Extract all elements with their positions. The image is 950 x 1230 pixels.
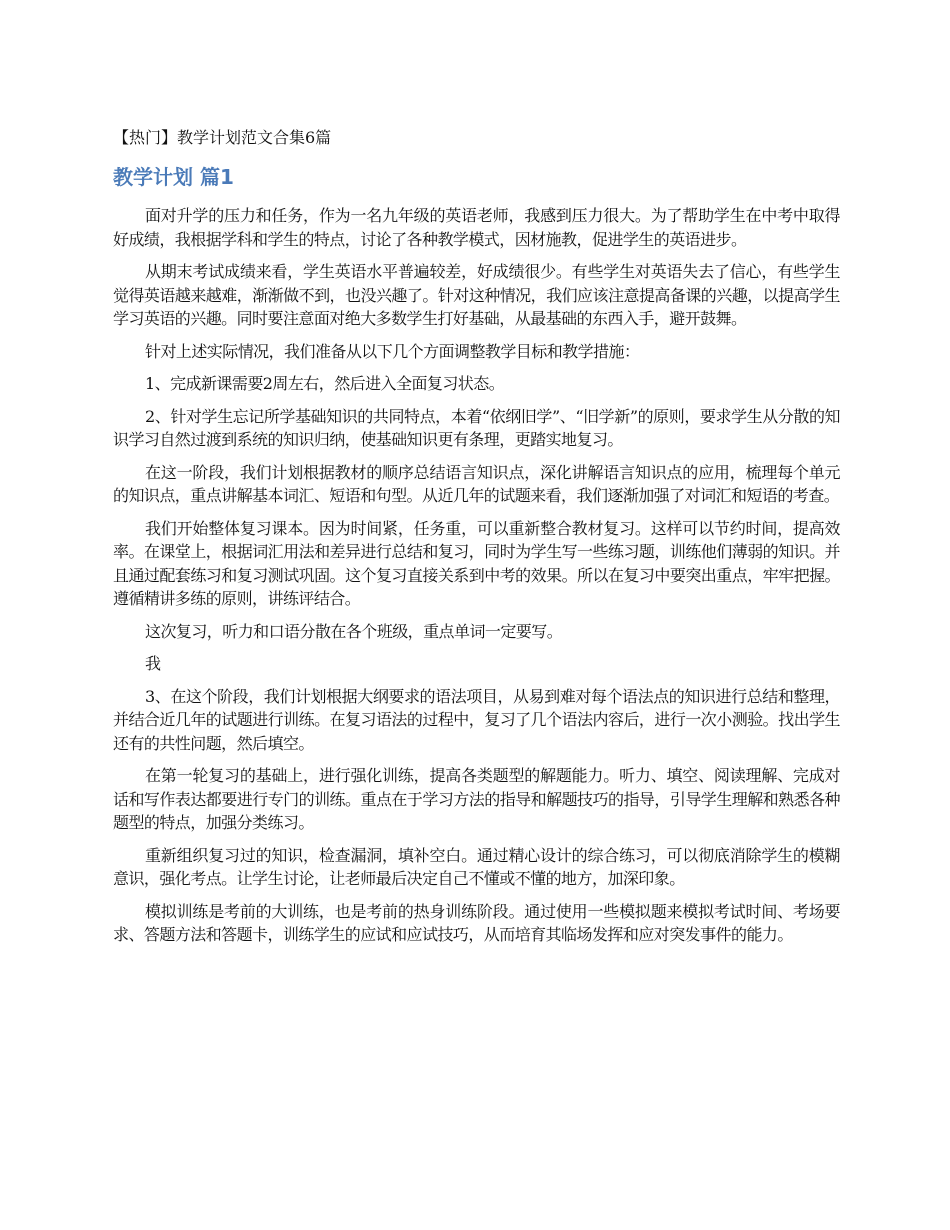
paragraph: 这次复习，听力和口语分散在各个班级，重点单词一定要写。	[145, 621, 563, 641]
paragraph: 从期末考试成绩来看，学生英语水平普遍较差，好成绩很少。有些学生对英语失去了信心，有些学生觉得英语越来越难，渐渐做不到，也没兴趣了。针对这种情况，我们应该注意提高备课的兴趣，以提高学生学习英语的兴趣。同时要注意面对绝大多数学生打好基础，从最基础的东西入手，避开鼓舞。	[113, 262, 840, 328]
paragraph: 面对升学的压力和任务，作为一名九年级的英语老师，我感到压力很大。为了帮助学生在中考中取得好成绩，我根据学科和学生的特点，讨论了各种教学模式，因材施教，促进学生的英语进步。	[113, 206, 840, 249]
section-heading: 教学计划 篇1	[113, 165, 234, 189]
paragraph: 重新组织复习过的知识，检查漏洞，填补空白。通过精心设计的综合练习，可以彻底消除学生的模糊意识，强化考点。让学生讨论，让老师最后决定自己不懂或不懂的地方，加深印象。	[113, 845, 840, 888]
paragraph: 2、针对学生忘记所学基础知识的共同特点，本着“依纲旧学”、“旧学新”的原则，要求学生从分散的知识学习自然过渡到系统的知识归纳，使基础知识更有条理，更踏实地复习。	[113, 406, 840, 449]
paragraph: 3、在这个阶段，我们计划根据大纲要求的语法项目，从易到难对每个语法点的知识进行总结和整理，并结合近几年的试题进行训练。在复习语法的过程中，复习了几个语法内容后，进行一次小测验。找出学生还有的共性问题，然后填空。	[113, 686, 840, 753]
paragraph: 我们开始整体复习课本。因为时间紧，任务重，可以重新整合教材复习。这样可以节约时间，提高效率。在课堂上，根据词汇用法和差异进行总结和复习，同时为学生写一些练习题，训练他们薄弱的知识。并且通过配套练习和复习测试巩固。这个复习直接关系到中考的效果。所以在复习中要突出重点，牢牢把握。遵循精讲多练的原则，讲练评结合。	[113, 518, 840, 608]
paragraph: 我	[145, 654, 161, 673]
paragraph: 在第一轮复习的基础上，进行强化训练，提高各类题型的解题能力。听力、填空、阅读理解、完成对话和写作表达都要进行专门的训练。重点在于学习方法的指导和解题技巧的指导，引导学生理解和熟悉各种题型的特点，加强分类练习。	[113, 766, 840, 832]
paragraph: 模拟训练是考前的大训练，也是考前的热身训练阶段。通过使用一些模拟题来模拟考试时间、考场要求、答题方法和答题卡，训练学生的应试和应试技巧，从而培育其临场发挥和应对突发事件的能力。	[113, 901, 840, 944]
paragraph: 在这一阶段，我们计划根据教材的顺序总结语言知识点，深化讲解语言知识点的应用，梳理每个单元的知识点，重点讲解基本词汇、短语和句型。从近几年的试题来看，我们逐渐加强了对词汇和短语的考查。	[113, 462, 840, 505]
paragraph: 针对上述实际情况，我们准备从以下几个方面调整教学目标和教学措施：	[145, 341, 640, 361]
paragraph: 1、完成新课需要2周左右，然后进入全面复习状态。	[145, 374, 505, 393]
document-body	[113, 204, 840, 956]
document-title: 【热门】教学计划范文合集6篇	[113, 128, 332, 147]
